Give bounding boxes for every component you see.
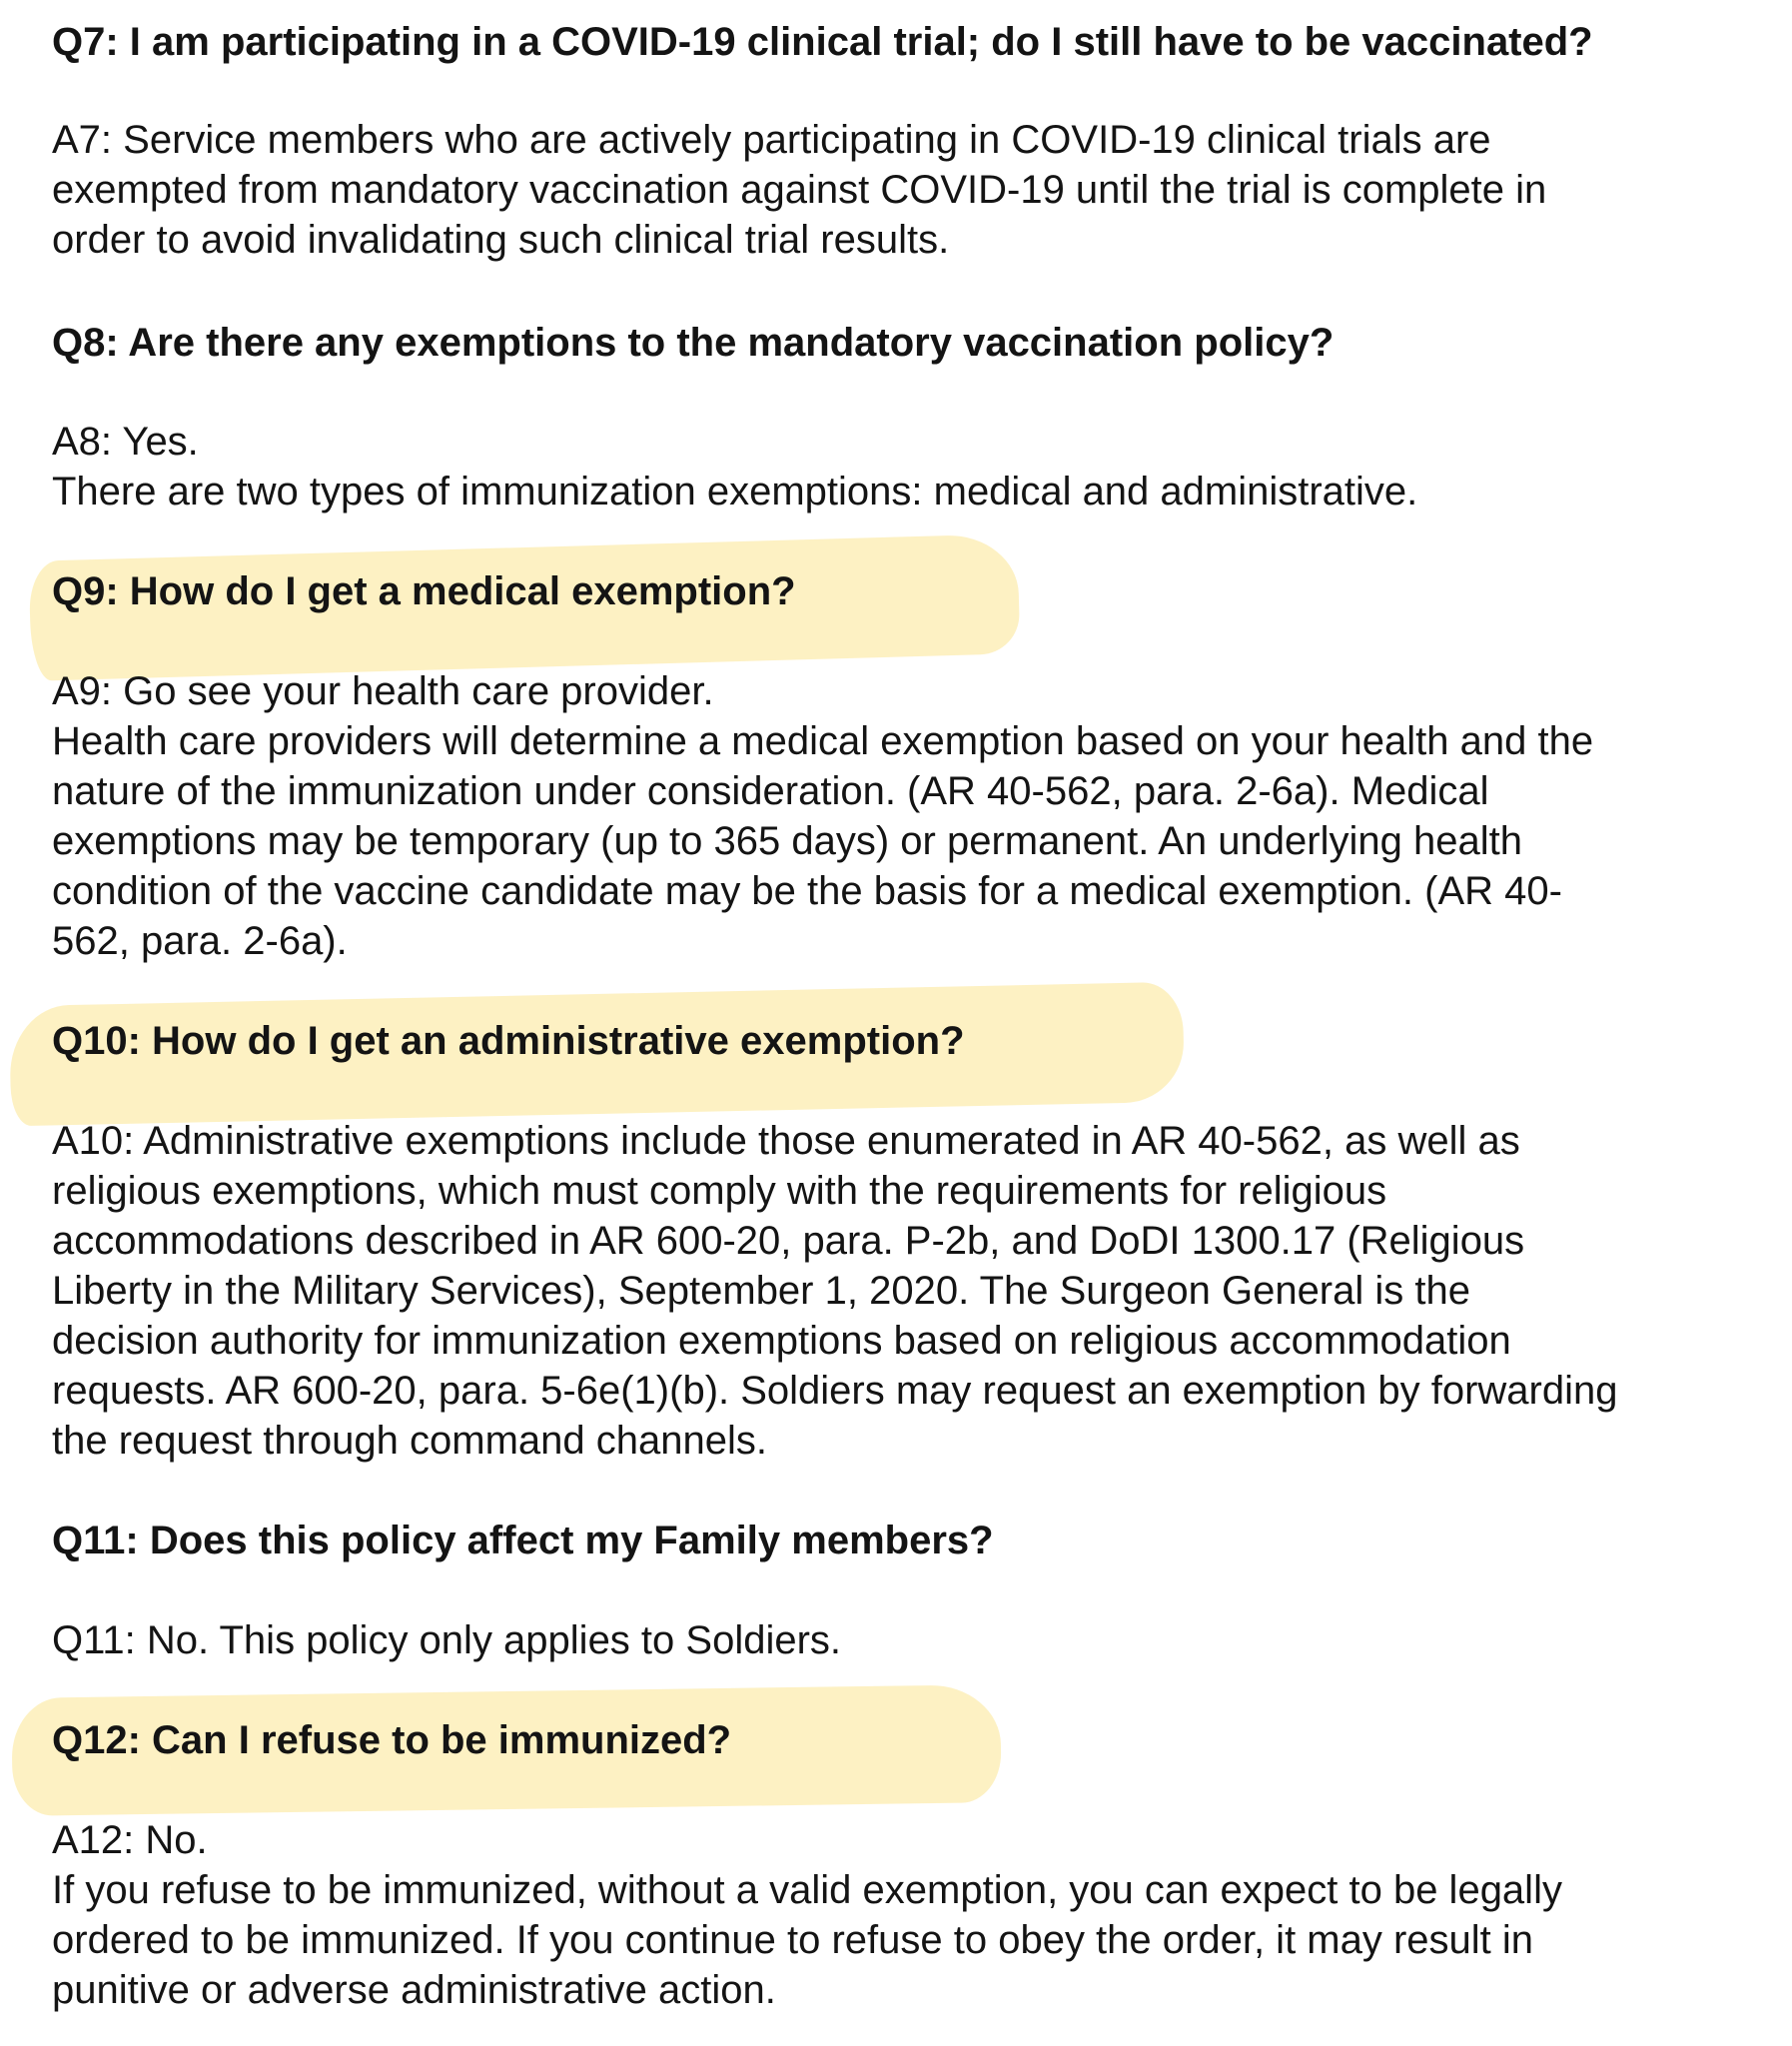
answer-line: order to avoid invalidating such clinical trial results. <box>52 218 950 262</box>
answer-line: nature of the immunization under consideration. (AR 40-562, para. 2-6a). Medical <box>52 769 1489 813</box>
answer-line: accommodations described in AR 600-20, para. P-2b, and DoDI 1300.17 (Religious <box>52 1219 1525 1263</box>
answer-line: A8: Yes. <box>52 420 199 464</box>
answer-line: the request through command channels. <box>52 1419 767 1463</box>
answer-line: A10: Administrative exemptions include those enumerated in AR 40-562, as well as <box>52 1119 1520 1163</box>
answer-q8 <box>52 417 1417 516</box>
answer-line: A7: Service members who are actively participating in COVID-19 clinical trials are <box>52 118 1491 162</box>
question-q9: Q9: How do I get a medical exemption? <box>52 569 796 613</box>
answer-line: condition of the vaccine candidate may be the basis for a medical exemption. (AR 40- <box>52 869 1562 913</box>
answer-line: ordered to be immunized. If you continue to refuse to obey the order, it may result in <box>52 1918 1534 1962</box>
answer-line: 562, para. 2-6a). <box>52 919 348 963</box>
answer-line: There are two types of immunization exemptions: medical and administrative. <box>52 470 1418 513</box>
answer-line: A12: No. <box>52 1818 208 1862</box>
answer-line: Health care providers will determine a medical exemption based on your health and the <box>52 719 1594 763</box>
answer-line: Liberty in the Military Services), September 1, 2020. The Surgeon General is the <box>52 1269 1470 1313</box>
question-q8: Q8: Are there any exemptions to the mandatory vaccination policy? <box>52 321 1335 365</box>
answer-line: A9: Go see your health care provider. <box>52 669 714 713</box>
answer-line: requests. AR 600-20, para. 5-6e(1)(b). Soldiers may request an exemption by forwarding <box>52 1369 1618 1413</box>
answer-line: punitive or adverse administrative action. <box>52 1968 776 2012</box>
answer-line: exemptions may be temporary (up to 365 days) or permanent. An underlying health <box>52 819 1522 863</box>
answer-q12 <box>52 1815 1562 2015</box>
question-q7: Q7: I am participating in a COVID-19 clinical trial; do I still have to be vaccinated? <box>52 20 1593 64</box>
answer-q11 <box>52 1615 841 1665</box>
answer-line: religious exemptions, which must comply with the requirements for religious <box>52 1169 1387 1213</box>
answer-line: decision authority for immunization exemptions based on religious accommodation <box>52 1319 1511 1363</box>
question-q10: Q10: How do I get an administrative exemption? <box>52 1019 965 1063</box>
answer-line: If you refuse to be immunized, without a valid exemption, you can expect to be legally <box>52 1868 1562 1912</box>
question-q11: Q11: Does this policy affect my Family members? <box>52 1519 994 1562</box>
answer-line: Q11: No. This policy only applies to Soldiers. <box>52 1618 842 1662</box>
answer-q10 <box>52 1116 1617 1466</box>
question-q12: Q12: Can I refuse to be immunized? <box>52 1718 732 1762</box>
answer-line: exempted from mandatory vaccination against COVID-19 until the trial is complete in <box>52 168 1547 212</box>
answer-q7 <box>52 115 1546 265</box>
answer-q9 <box>52 666 1593 966</box>
